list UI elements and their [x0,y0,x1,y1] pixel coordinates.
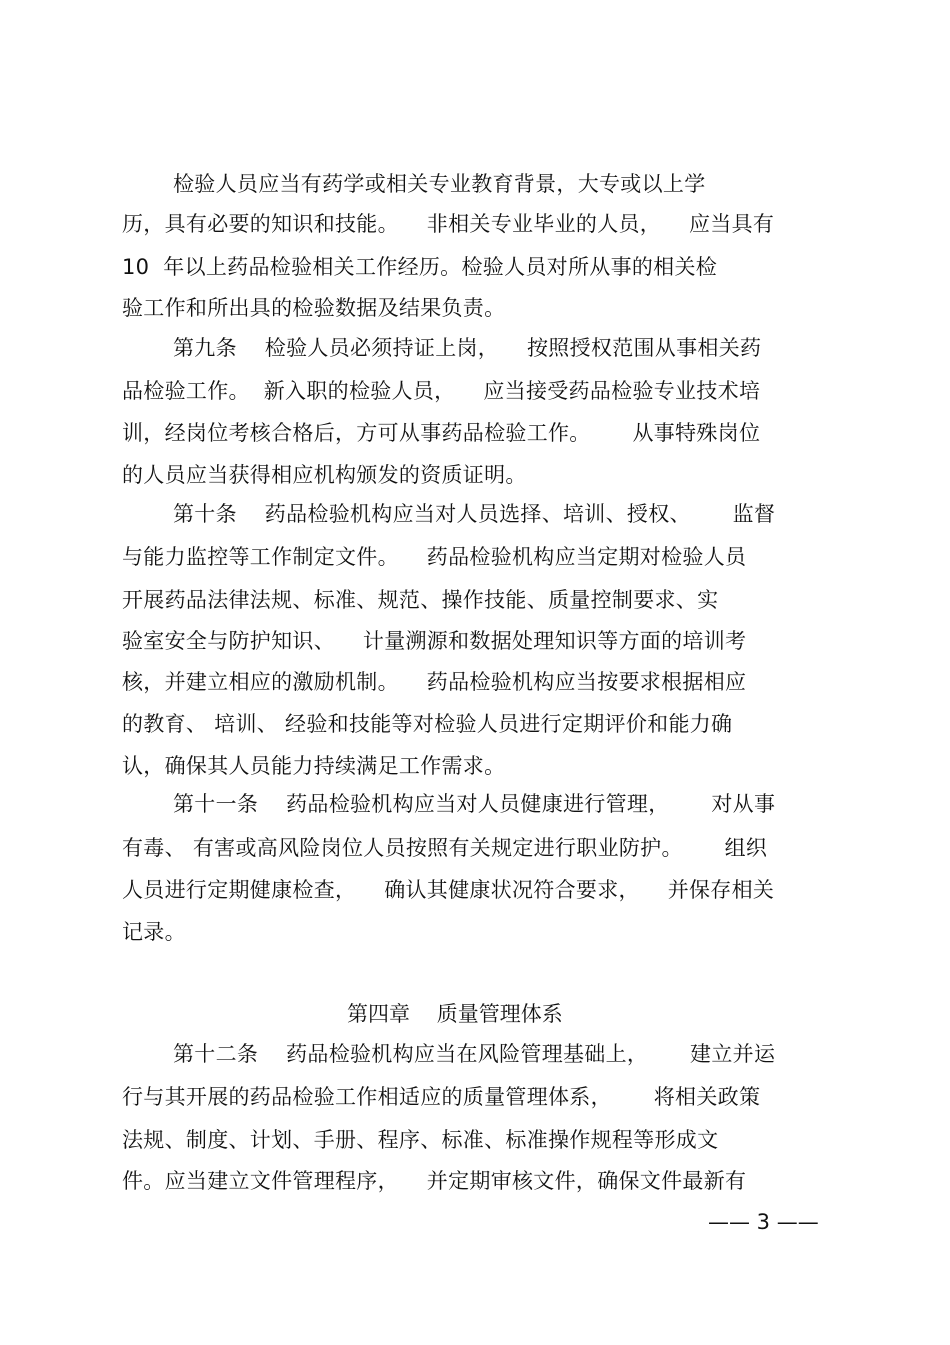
body-line: 训，经岗位考核合格后，方可从事药品检验工作。 从事特殊岗位 [122,421,761,445]
body-line: 有毒、 有害或高风险岗位人员按照有关规定进行职业防护。 组织 [122,836,768,860]
body-line: 记录。 [122,920,186,944]
chapter-heading: 第四章 质量管理体系 [347,1002,563,1026]
body-line: 第九条 检验人员必须持证上岗， 按照授权范围从事相关药 [173,336,762,360]
body-line: 认，确保其人员能力持续满足工作需求。 [122,754,506,778]
body-line: 的教育、 培训、 经验和技能等对检验人员进行定期评价和能力确 [122,712,733,736]
body-line: 件。应当建立文件管理程序， 并定期审核文件，确保文件最新有 [122,1169,747,1193]
body-line: 开展药品法律法规、标准、规范、操作技能、质量控制要求、实 [122,588,719,612]
body-line: 人员进行定期健康检查， 确认其健康状况符合要求， 并保存相关 [122,878,775,902]
page-number: —— 3 —— [708,1210,819,1234]
body-line: 行与其开展的药品检验工作相适应的质量管理体系， 将相关政策 [122,1085,761,1109]
body-line: 验室安全与防护知识、 计量溯源和数据处理知识等方面的培训考 [122,629,747,653]
body-line: 第十条 药品检验机构应当对人员选择、培训、授权、 监督 [173,502,776,526]
body-line: 法规、制度、计划、手册、程序、标准、标准操作规程等形成文 [122,1128,719,1152]
body-line: 第十一条 药品检验机构应当对人员健康进行管理， 对从事 [173,792,776,816]
body-line: 检验人员应当有药学或相关专业教育背景，大专或以上学 [173,172,706,196]
body-line: 品检验工作。 新入职的检验人员， 应当接受药品检验专业技术培 [122,379,761,403]
body-line: 验工作和所出具的检验数据及结果负责。 [122,296,506,320]
body-line: 核，并建立相应的激励机制。 药品检验机构应当按要求根据相应 [122,670,747,694]
body-line: 10 年以上药品检验相关工作经历。检验人员对所从事的相关检 [122,255,718,279]
body-line: 的人员应当获得相应机构颁发的资质证明。 [122,463,527,487]
body-line: 与能力监控等工作制定文件。 药品检验机构应当定期对检验人员 [122,545,747,569]
body-line: 历，具有必要的知识和技能。 非相关专业毕业的人员， 应当具有 [122,212,775,236]
body-line: 第十二条 药品检验机构应当在风险管理基础上， 建立并运 [173,1042,776,1066]
